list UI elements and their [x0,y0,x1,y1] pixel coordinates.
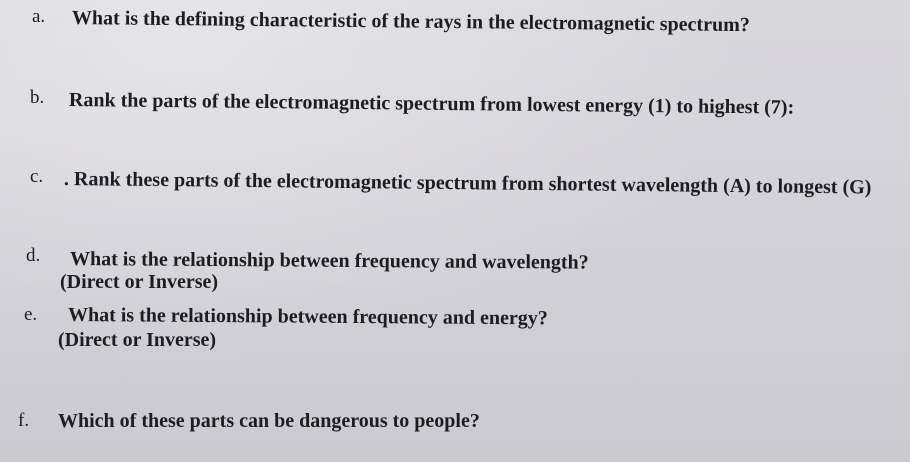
question-text: . Rank these parts of the electromagnetic spectrum from shortest wavelength (A) to longest (G) [63,168,872,199]
question-text: What is the relationship between frequency and wavelength? [69,248,589,274]
answer-options: (Direct or Inverse) [58,329,217,351]
question-letter: a. [32,6,46,27]
question-text: Which of these parts can be dangerous to people? [58,410,480,432]
question-text: What is the relationship between frequency and energy? [67,304,548,330]
question-text: Rank the parts of the electromagnetic spectrum from lowest energy (1) to highest (7): [68,89,795,119]
question-letter: d. [26,245,41,266]
question-letter: f. [18,410,30,431]
answer-options: (Direct or Inverse) [60,271,219,293]
question-letter: c. [30,166,44,187]
question-text: What is the defining characteristic of the rays in the electromagnetic spectrum? [71,7,750,37]
question-letter: b. [30,87,45,108]
question-letter: e. [24,304,38,325]
